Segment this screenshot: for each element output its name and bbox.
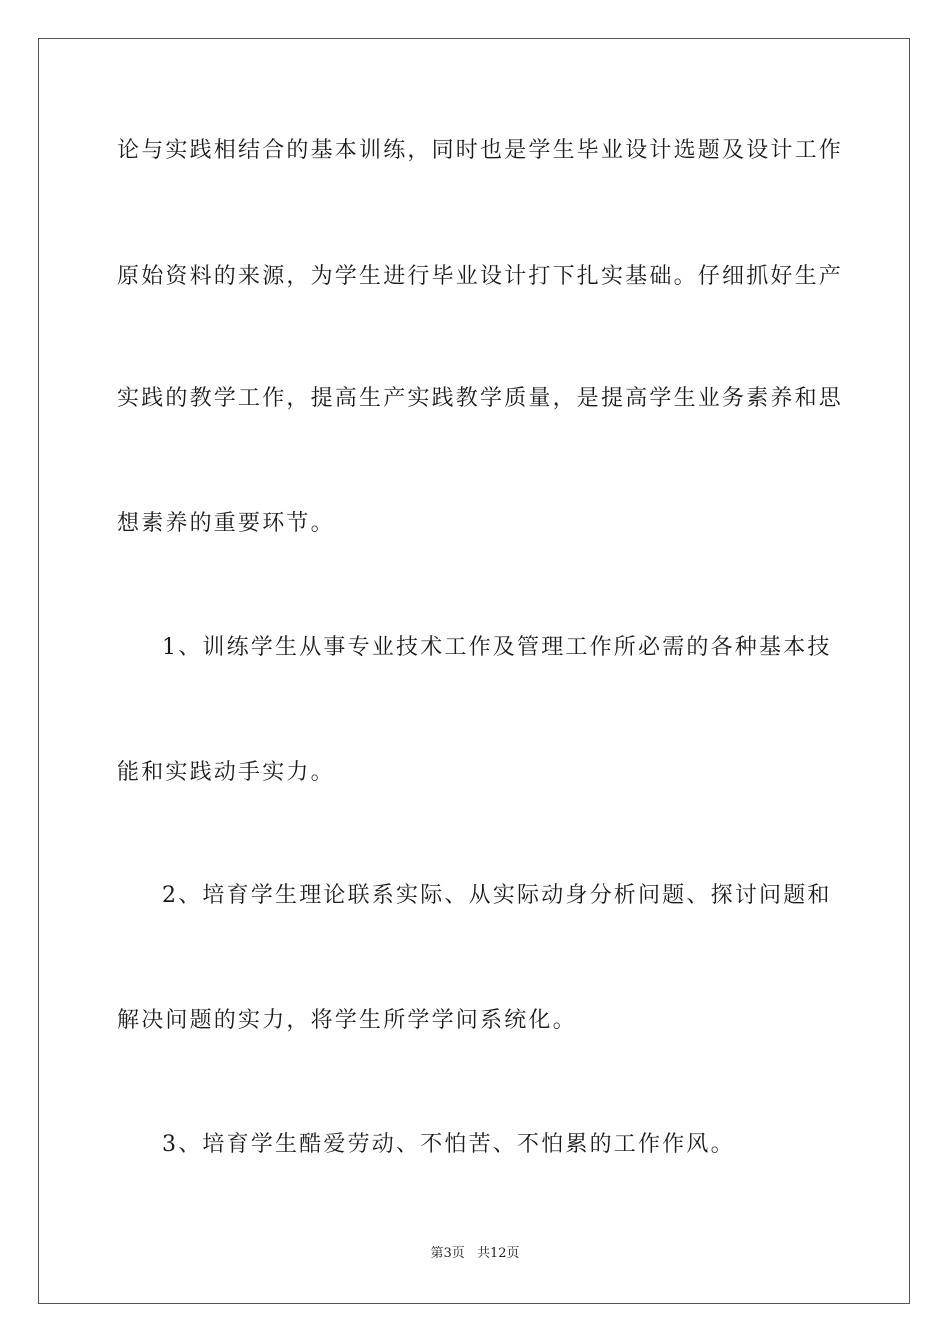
body-text-line-1: 论与实践相结合的基本训练，同时也是学生毕业设计选题及设计工作 [117, 138, 844, 163]
page-border [38, 38, 910, 1304]
list-item-2-line-1: 2、培育学生理论联系实际、从实际动身分析问题、探讨问题和 [162, 883, 832, 908]
list-item-3-line-1: 3、培育学生酷爱劳动、不怕苦、不怕累的工作作风。 [162, 1132, 735, 1157]
page-footer [0, 1245, 950, 1263]
page-total: 共12页 [476, 1246, 520, 1261]
list-item-1-line-1: 1、训练学生从事专业技术工作及管理工作所必需的各种基本技 [162, 635, 832, 660]
list-item-2-line-2: 解决问题的实力，将学生所学学问系统化。 [117, 1008, 577, 1033]
page-number: 第3页 [430, 1246, 465, 1261]
body-text-line-4: 想素养的重要环节。 [117, 511, 335, 536]
list-item-1-line-2: 能和实践动手实力。 [117, 760, 335, 785]
body-text-line-2: 原始资料的来源，为学生进行毕业设计打下扎实基础。仔细抓好生产 [117, 264, 844, 289]
body-text-line-3: 实践的教学工作，提高生产实践教学质量，是提高学生业务素养和思 [117, 386, 844, 411]
